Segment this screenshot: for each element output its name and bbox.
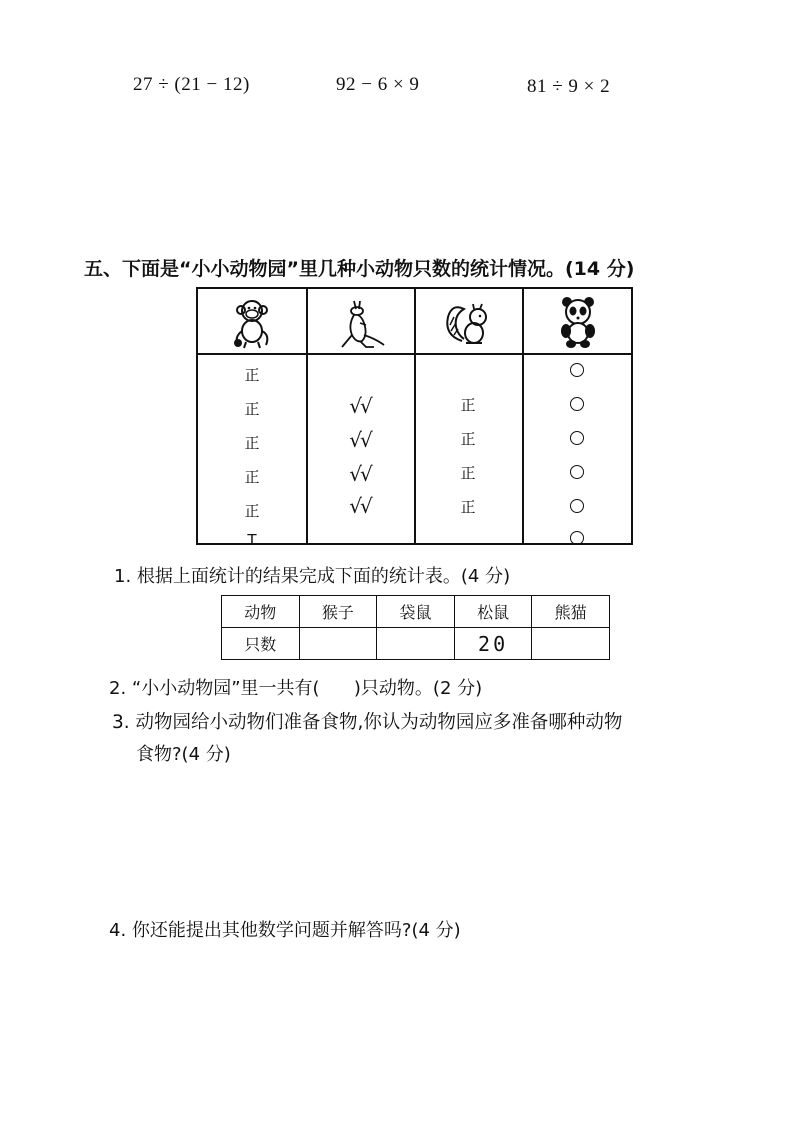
table-row (222, 596, 610, 628)
expression-3: 81 ÷ 9 × 2 (527, 76, 611, 97)
kangaroo-icon (332, 295, 388, 351)
tally-mark: T (247, 531, 257, 549)
answer-cell-panda[interactable] (532, 628, 610, 660)
question-1: 1. 根据上面统计的结果完成下面的统计表。(4 分) (114, 566, 511, 587)
answer-cell-kangaroo[interactable] (377, 628, 455, 660)
tally-mark: 正 (460, 429, 476, 448)
tally-table (196, 287, 633, 549)
tally-mark: 正 (244, 501, 260, 520)
question-3-line-1: 3. 动物园给小动物们准备食物,你认为动物园应多准备哪种动物 (112, 712, 623, 733)
circle-mark (522, 455, 631, 489)
expression-2: 92 − 6 × 9 (336, 74, 420, 95)
tally-mark: 正 (244, 399, 260, 418)
answer-cell-monkey[interactable] (299, 628, 377, 660)
check-mark: √√ (349, 494, 371, 518)
check-mark: √√ (349, 394, 371, 418)
tally-mark: 正 (244, 365, 260, 384)
tally-mark: 正 (460, 463, 476, 482)
circle-mark (522, 421, 631, 455)
tally-mark: 正 (244, 433, 260, 452)
tally-column-kangaroo (306, 357, 414, 543)
tally-mark: 正 (460, 395, 476, 414)
tally-mark: 正 (244, 467, 260, 486)
answer-cell-squirrel[interactable]: 20 (454, 628, 532, 660)
tally-column-panda (522, 353, 631, 543)
tally-mark: 正 (460, 497, 476, 516)
circle-mark (522, 521, 631, 555)
panda-icon (550, 295, 606, 351)
table-header-cell: 猴子 (299, 596, 377, 628)
circle-mark (522, 387, 631, 421)
question-3-line-2: 食物?(4 分) (136, 744, 231, 765)
expression-1: 27 ÷ (21 − 12) (133, 74, 250, 95)
circle-mark (522, 489, 631, 523)
tally-column-squirrel (414, 357, 522, 543)
tally-column-monkey (198, 357, 306, 549)
section-title: 五、下面是“小小动物园”里几种小动物只数的统计情况。(14 分) (84, 258, 635, 280)
table-header-cell: 动物 (222, 596, 300, 628)
circle-mark (522, 353, 631, 387)
question-4: 4. 你还能提出其他数学问题并解答吗?(4 分) (109, 920, 461, 941)
check-mark: √√ (349, 462, 371, 486)
squirrel-icon (440, 295, 496, 351)
table-header-cell: 松鼠 (454, 596, 532, 628)
monkey-icon (224, 295, 280, 351)
table-header-cell: 袋鼠 (377, 596, 455, 628)
stat-table (221, 595, 610, 660)
check-mark: √√ (349, 428, 371, 452)
table-cell: 只数 (222, 628, 300, 660)
question-2: 2. “小小动物园”里一共有( )只动物。(2 分) (109, 678, 483, 699)
table-row (222, 628, 610, 660)
table-header-cell: 熊猫 (532, 596, 610, 628)
